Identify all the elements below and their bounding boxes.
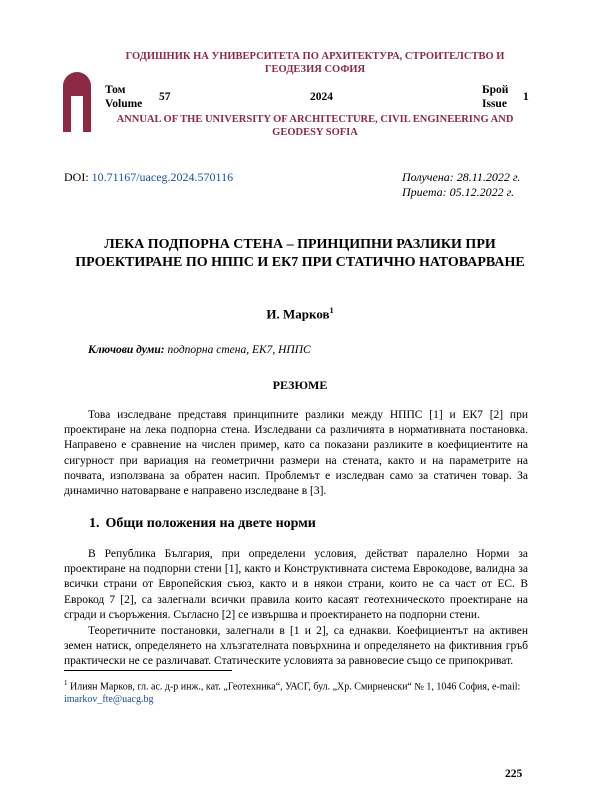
journal-title-en: ANNUAL OF THE UNIVERSITY OF ARCHITECTURE, CIVIL ENGINEERING AND GEODESY SOFIA bbox=[116, 114, 514, 138]
author-name: И. Марков bbox=[266, 306, 330, 322]
year: 2024 bbox=[310, 91, 333, 103]
volume-label-bg: Том bbox=[105, 84, 126, 96]
footnote bbox=[64, 677, 532, 706]
author-footnote-mark: 1 bbox=[329, 306, 334, 315]
volume-label bbox=[105, 83, 142, 111]
section-paragraph-1: В Република България, при определени условия, действат паралелно Норми за проектиране на подпорни стени [1], както и Конструктивната система Еврокодове, валидна за всички страни от Европейския съюз, както и в някои страни, които не са част от ЕС. В Еврокод 7 [2], са залегнали всички правила които касаят геотехническото проектиране на сгради и съоръжения. Съгласно [2] се извършва и проектирането на подпорни стени. bbox=[64, 548, 528, 621]
footnote-divider bbox=[64, 670, 232, 671]
keywords-text: подпорна стена, ЕК7, НППС bbox=[167, 344, 311, 356]
section-number: 1. bbox=[89, 516, 100, 531]
volume-label-en: Volume bbox=[105, 98, 143, 110]
dates bbox=[402, 170, 520, 200]
doi-link[interactable]: 10.71167/uaceg.2024.570116 bbox=[91, 170, 234, 184]
accepted-date: Приета: 05.12.2022 г. bbox=[402, 185, 515, 199]
footnote-mark: 1 bbox=[64, 679, 68, 687]
doi bbox=[64, 170, 233, 185]
received-date: Получена: 28.11.2022 г. bbox=[402, 170, 521, 184]
section-paragraph-2: Теоретичните постановки, залегнали в [1 и 2], са еднакви. Коефициентът на активен земен натиск, определянето на хлъзгателната повърхнина и определянето на фиктивния гръб практически не се различават. Статическите условията за равновесие също се припокриват. bbox=[64, 625, 528, 668]
university-logo bbox=[61, 72, 93, 132]
volume-row bbox=[105, 83, 530, 113]
article-title: ЛЕКА ПОДПОРНА СТЕНА – ПРИНЦИПНИ РАЗЛИКИ ПРИ ПРОЕКТИРАНЕ ПО НППС И ЕК7 ПРИ СТАТИЧНО НАТОВАРВАНЕ bbox=[75, 237, 525, 270]
volume-number: 57 bbox=[159, 91, 171, 103]
keywords-label: Ключови думи: bbox=[88, 344, 165, 356]
page-number: 225 bbox=[505, 768, 523, 780]
journal-title-bg: ГОДИШНИК НА УНИВЕРСИТЕТА ПО АРХИТЕКТУРА, СТРОИТЕЛСТВО И ГЕОДЕЗИЯ СОФИЯ bbox=[125, 51, 505, 75]
issue-label bbox=[482, 83, 508, 111]
section-title: Общи положения на двете норми bbox=[105, 516, 316, 531]
author bbox=[64, 306, 536, 322]
abstract-text: Това изследване представя принципните разлики между НППС [1] и ЕК7 [2] при проектиране на лека подпорна стена. Изследвани са различията в нормативната постановка. Направено е сравнение на числен пример, като са показани разликите в коефициентите на сигурност при вариация на геометрични размери на стената, както и на параметрите на почвата, използвана за обратен насип. Проблемът е изследван само за статичен товар. За динамично натоварване е направено изследване в [3]. bbox=[64, 409, 528, 498]
issue-number: 1 bbox=[523, 91, 529, 103]
abstract-heading: РЕЗЮМЕ bbox=[272, 378, 328, 392]
section-heading bbox=[89, 516, 316, 532]
issue-label-en: Issue bbox=[482, 98, 507, 110]
doi-label: DOI: bbox=[64, 170, 89, 184]
footnote-text: Илиян Марков, гл. ас. д-р инж., кат. „Геотехника“, УАСГ, бул. „Хр. Смирненски“ № 1, 1046 София, e-mail: bbox=[70, 681, 521, 693]
keywords bbox=[88, 344, 311, 356]
footnote-email-link[interactable]: imarkov_fte@uacg.bg bbox=[64, 694, 154, 706]
issue-label-bg: Брой bbox=[482, 84, 509, 96]
